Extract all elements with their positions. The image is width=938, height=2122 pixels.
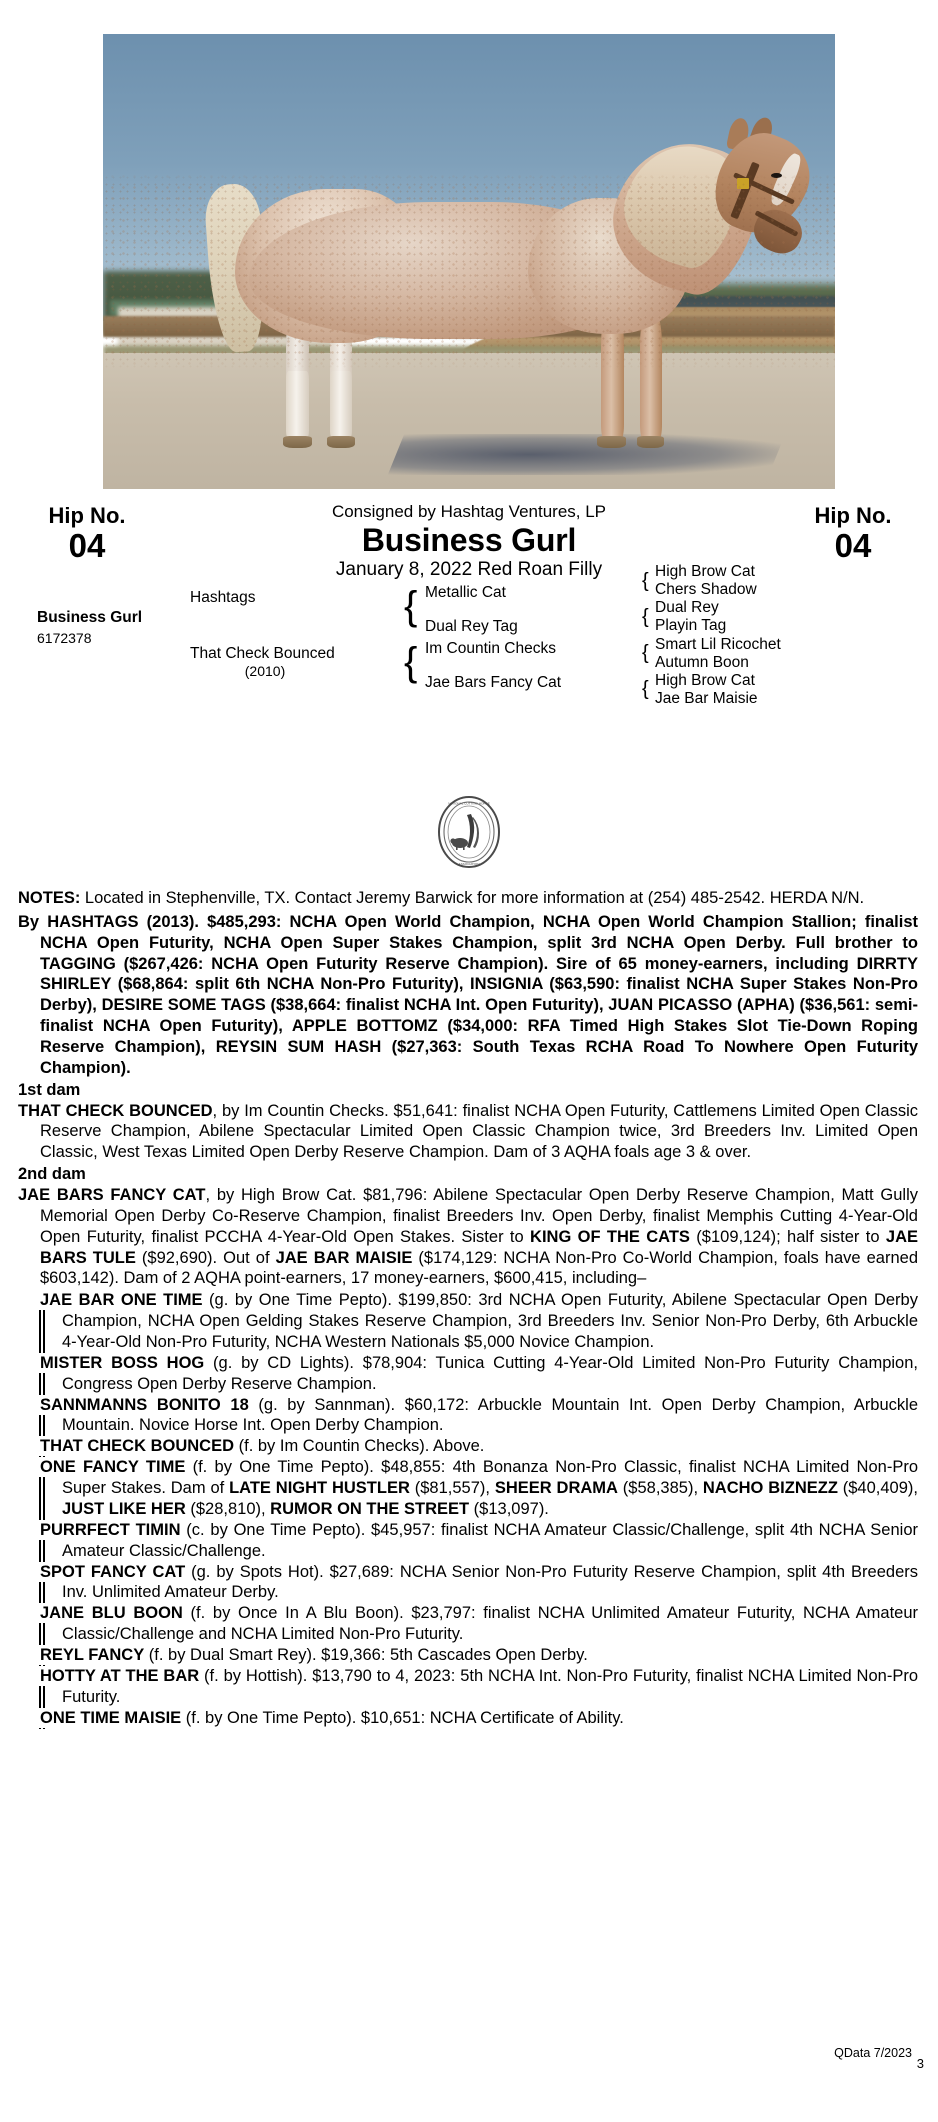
pedigree-sire-name: Hashtags [190, 589, 256, 606]
pedigree-subject [37, 609, 142, 646]
second-dam-text-3: ($92,690). Out of [135, 1248, 276, 1267]
pedigree-dam-name: That Check Bounced [190, 645, 335, 662]
horse-photo-canvas [103, 34, 835, 489]
progeny-entry [40, 1603, 918, 1645]
progeny-offspring-earnings: ($13,097). [469, 1499, 549, 1518]
consignor-line: Consigned by Hashtag Ventures, LP [331, 502, 607, 521]
progeny-offspring-name: RUMOR ON THE STREET [270, 1499, 470, 1518]
progeny-text: (f. by Hottish). $13,790 to 4, 2023: 5th NCHA Int. Non-Pro Futurity, finalist NCHA Limited Non-Pro Futurity. [62, 1666, 918, 1706]
brace-icon-gen4-1: { [642, 570, 649, 592]
progeny-entry [40, 1395, 918, 1437]
progeny-name: SPOT FANCY CAT [40, 1562, 186, 1581]
brace-icon-gen4-2: { [642, 606, 649, 628]
pedigree-subject-registration: 6172378 [37, 630, 92, 646]
qdata-source: QData 7/2023 [834, 2046, 912, 2060]
progeny-text: (f. by Once In A Blu Boon). $23,797: finalist NCHA Unlimited Amateur Futurity, NCHA Amateur Classic/Challenge and NCHA Limited Non-Pro Futurity. [62, 1604, 918, 1644]
second-dam-bold-1: KING OF THE CATS [530, 1227, 690, 1246]
progeny-name: PURRFECT TIMIN [40, 1520, 181, 1539]
pedigree-chart [0, 563, 938, 707]
progeny-offspring-earnings: ($28,810), [185, 1499, 271, 1518]
hip-label-left: Hip No. [48, 503, 126, 528]
horse-roan-speckling [103, 34, 835, 489]
page-title: Business Gurl [361, 522, 577, 558]
pedigree-subject-name: Business Gurl [37, 609, 143, 626]
first-dam-heading: 1st dam [18, 1080, 81, 1099]
progeny-text: (f. by Dual Smart Rey). $19,366: 5th Cascades Open Derby. [144, 1645, 588, 1664]
pedigree-sire-sire: Metallic Cat [425, 584, 506, 601]
brace-icon-dam: { [404, 640, 418, 684]
svg-text:NATIONAL CUTTING HORSE: NATIONAL CUTTING HORSE [448, 801, 490, 806]
pedigree-gen4-5: Smart Lil Ricochet [655, 636, 781, 653]
progeny-name: HOTTY AT THE BAR [40, 1666, 200, 1685]
brace-icon-gen4-4: { [642, 678, 649, 700]
pedigree-dam-sire: Im Countin Checks [425, 640, 556, 657]
progeny-offspring-name: JUST LIKE HER [62, 1499, 186, 1518]
continuation-bar-icon [39, 1686, 45, 1708]
progeny-entry [40, 1457, 918, 1520]
second-dam-text-4: ($174,129: NCHA Non-Pro Co-World Champion, foals have earned $603,142). Dam of 2 AQHA point-earners, 17 money-earners, $600,415, including– [40, 1248, 918, 1288]
progeny-list [40, 1290, 918, 1728]
continuation-bar-icon [39, 1623, 45, 1645]
horse-photo [103, 34, 835, 489]
continuation-bar-icon [39, 1477, 45, 1519]
brace-icon-sire: { [404, 584, 418, 628]
continuation-bar-icon [39, 1310, 45, 1352]
pedigree-gen4-6: Autumn Boon [655, 654, 749, 671]
ncha-seal-logo [437, 795, 501, 869]
second-dam-paragraph [18, 1185, 918, 1289]
progeny-entry [40, 1666, 918, 1708]
notes-label: NOTES: [18, 889, 81, 907]
progeny-offspring-name: NACHO BIZNEZZ [702, 1479, 838, 1498]
progeny-text: (c. by One Time Pepto). $45,957: finalist NCHA Amateur Classic/Challenge, split 4th NCHA Senior Amateur Classic/Challenge. [62, 1520, 918, 1560]
progeny-entry [40, 1645, 918, 1666]
continuation-bar-icon [39, 1728, 45, 1729]
notes-text: Located in Stephenville, TX. Contact Jeremy Barwick for more information at (254) 485-2542. HERDA N/N. [80, 889, 865, 907]
page-number: 3 [916, 2056, 924, 2071]
progeny-entry [40, 1290, 918, 1353]
pedigree-gen4-4: Playin Tag [655, 617, 727, 634]
progeny-name: THAT CHECK BOUNCED [40, 1437, 235, 1456]
pedigree-gen4-8: Jae Bar Maisie [655, 690, 758, 707]
svg-text:ASSOCIATION: ASSOCIATION [458, 862, 480, 866]
progeny-offspring-name: LATE NIGHT HUSTLER [229, 1479, 410, 1498]
progeny-text: (g. by Sannman). $60,172: Arbuckle Mountain Int. Open Derby Champion, Arbuckle Mountain. Novice Horse Int. Open Derby Champion. [62, 1395, 919, 1435]
pedigree-gen4-1: High Brow Cat [655, 563, 755, 580]
progeny-entry [40, 1520, 918, 1562]
pedigree-sire [190, 589, 255, 607]
first-dam-name: THAT CHECK BOUNCED [18, 1101, 213, 1120]
second-dam-bold-2: JAE BARS TULE [40, 1227, 918, 1267]
progeny-entry [40, 1562, 918, 1604]
progeny-name: ONE TIME MAISIE [40, 1708, 182, 1727]
progeny-entry [40, 1353, 918, 1395]
notes-paragraph [18, 888, 918, 909]
progeny-text: (g. by One Time Pepto). $199,850: 3rd NCHA Open Futurity, Abilene Spectacular Open Derby Champion, NCHA Open Gelding Stakes Reserve Champion, 3rd Breeders Inv. Senior Non-Pro Derby, 6th Arbuckle 4-Year-Old Non-Pro Futurity, NCHA Western Nationals $5,000 Novice Champion. [62, 1291, 918, 1352]
progeny-name: JAE BAR ONE TIME [40, 1291, 203, 1310]
continuation-bar-icon [39, 1373, 45, 1395]
progeny-text: (g. by CD Lights). $78,904: Tunica Cutting 4-Year-Old Limited Non-Pro Futurity Champion, Congress Open Derby Reserve Champion. [62, 1353, 918, 1393]
second-dam-heading: 2nd dam [18, 1165, 86, 1184]
progeny-name: REYL FANCY [40, 1645, 145, 1664]
progeny-text: (f. by One Time Pepto). $48,855: 4th Bonanza Non-Pro Classic, finalist NCHA Limited Non-Pro Super Stakes. Dam of [62, 1458, 918, 1498]
pedigree-gen4-3: Dual Rey [655, 599, 719, 616]
progeny-name: SANNMANNS BONITO 18 [40, 1395, 249, 1414]
sire-paragraph: By HASHTAGS (2013). $485,293: NCHA Open World Champion, NCHA Open World Champion Stallion; finalist NCHA Open Futurity, NCHA Open Super Stakes Champion, split 3rd NCHA Open Derby. Full brother to TAGGING ($267,426: NCHA Open Futurity Reserve Champion). Sire of 65 money-earners, including DIRRTY SHIRLEY ($68,864: split 6th NCHA Non-Pro Futurity), INSIGNIA ($63,590: finalist NCHA Super Stakes Non-Pro Derby), DESIRE SOME TAGS ($38,664: finalist NCHA Int. Open Futurity), JUAN PICASSO (APHA) ($36,561: semi-finalist NCHA Open Futurity), APPLE BOTTOMZ ($34,000: RFA Timed High Stakes Slot Tie-Down Roping Reserve Champion), REYSIN SUM HASH ($27,363: South Texas RCHA Road To Nowhere Open Futurity Champion). [18, 912, 918, 1077]
progeny-text: (f. by Im Countin Checks). Above. [234, 1437, 485, 1456]
first-dam-paragraph [18, 1101, 918, 1164]
progeny-entry [40, 1708, 918, 1729]
horse-description: January 8, 2022 Red Roan Filly [335, 559, 603, 580]
progeny-name: JANE BLU BOON [40, 1604, 183, 1623]
progeny-offspring-earnings: ($81,557), [409, 1479, 495, 1498]
progeny-name: MISTER BOSS HOG [40, 1353, 205, 1372]
first-dam-text: , by Im Countin Checks. $51,641: finalist NCHA Open Futurity, Cattlemens Limited Open Classic Reserve Champion, Abilene Spectacular Limited Open Classic Champion twice, 3rd Breeders Inv. Limited Open Classic, West Texas Limited Open Derby Reserve Champion. Dam of 3 AQHA foals age 3 & over. [40, 1101, 918, 1162]
hip-label-right: Hip No. [814, 503, 892, 528]
catalog-body [18, 888, 918, 1728]
pedigree-sire-dam: Dual Rey Tag [425, 618, 518, 635]
pedigree-dam-year: (2010) [244, 663, 286, 679]
progeny-offspring-name: SHEER DRAMA [494, 1479, 618, 1498]
continuation-bar-icon [39, 1582, 45, 1604]
progeny-text: (f. by One Time Pepto). $10,651: NCHA Certificate of Ability. [181, 1708, 624, 1727]
hip-number-left [12, 504, 162, 564]
progeny-offspring-earnings: ($58,385), [617, 1479, 703, 1498]
progeny-name: ONE FANCY TIME [40, 1458, 186, 1477]
progeny-entry [40, 1436, 918, 1457]
second-dam-bold-3: JAE BAR MAISIE [275, 1248, 413, 1267]
hip-value-right: 04 [834, 527, 872, 565]
continuation-bar-icon [39, 1540, 45, 1562]
pedigree-dam-dam: Jae Bars Fancy Cat [425, 674, 562, 691]
second-dam-name: JAE BARS FANCY CAT [18, 1186, 206, 1205]
second-dam-text-1: , by High Brow Cat. $81,796: Abilene Spectacular Open Derby Reserve Champion, Matt Gully Memorial Open Derby Co-Reserve Champion, finalist Breeders Inv. Open Derby, finalist Memphis Cutting 4-Year-Old Open Futurity, finalist PCCHA 4-Year-Old Open Stakes. Sister to [40, 1186, 918, 1246]
pedigree-gen4-2: Chers Shadow [655, 581, 757, 598]
progeny-offspring-earnings: ($40,409), [837, 1479, 918, 1498]
hip-value-left: 04 [68, 527, 106, 565]
pedigree-gen4-7: High Brow Cat [655, 672, 755, 689]
pedigree-dam [190, 645, 340, 679]
progeny-text: (g. by Spots Hot). $27,689: NCHA Senior Non-Pro Futurity Reserve Champion, split 4th Breeders Inv. Unlimited Amateur Derby. [62, 1562, 918, 1602]
second-dam-text-2: ($109,124); half sister to [689, 1227, 886, 1246]
hip-number-right [778, 504, 928, 564]
continuation-bar-icon [39, 1415, 45, 1437]
brace-icon-gen4-3: { [642, 642, 649, 664]
